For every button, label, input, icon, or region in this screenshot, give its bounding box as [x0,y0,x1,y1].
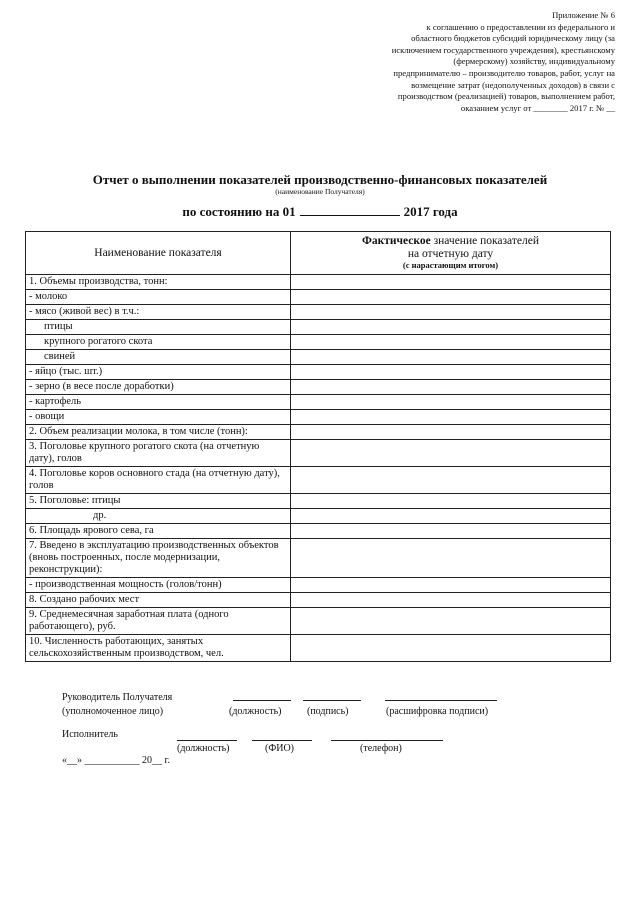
executor-label: Исполнитель [62,729,118,740]
table-row [26,578,611,593]
head-label: Руководитель Получателя [62,692,173,703]
row-label: крупного рогатого скота [26,335,291,350]
row-label: 4. Поголовье коров основного стада (на отчетную дату), голов [26,467,291,494]
table-row [26,395,611,410]
indicators-table [25,231,611,662]
table-row [26,593,611,608]
value-cell[interactable] [291,593,611,608]
fio-label: (ФИО) [265,743,295,754]
row-label: др. [26,509,291,524]
decode-blank-line[interactable] [385,700,497,701]
annex-header [345,10,615,114]
value-cell[interactable] [291,635,611,662]
date-blank-field[interactable] [300,204,400,216]
row-label: 9. Среднемесячная заработная плата (одного работающего), руб. [26,608,291,635]
signature-label: (подпись) [307,706,349,717]
value-cell[interactable] [291,494,611,509]
value-cell[interactable] [291,440,611,467]
report-title: Отчет о выполнении показателей производственно-финансовых показателей [92,172,548,187]
annex-line: производством (реализацией) товаров, выполнением работ, [397,91,615,102]
signature-blank-line[interactable] [303,700,361,701]
header-name: Наименование показателя [26,232,291,275]
row-label: 7. Введено в эксплуатацию производственных объектов (вновь построенных, после модернизации, реконструкции): [26,539,291,578]
value-cell[interactable] [291,335,611,350]
phone-blank-line[interactable] [331,740,443,741]
value-cell[interactable] [291,275,611,290]
position-blank-line[interactable] [233,700,291,701]
table-row [26,440,611,467]
state-suffix: 2017 года [403,204,458,219]
value-cell[interactable] [291,410,611,425]
row-label: 6. Площадь ярового сева, га [26,524,291,539]
position-label: (должность) [229,706,282,717]
table-row [26,305,611,320]
table-row [26,494,611,509]
annex-line: Приложение № 6 [552,10,615,20]
table-row [26,608,611,635]
table-row [26,539,611,578]
executor-position-label: (должность) [177,743,230,754]
value-cell[interactable] [291,509,611,524]
head-sub-label: (уполномоченное лицо) [62,706,164,717]
value-cell[interactable] [291,290,611,305]
annex-line: к соглашению о предоставлении из федерального и [426,21,615,32]
recipient-hint: (наименование Получателя) [275,187,365,196]
row-label: - яйцо (тыс. шт.) [26,365,291,380]
row-label: 3. Поголовье крупного рогатого скота (на отчетную дату), голов [26,440,291,467]
table-row [26,509,611,524]
row-label: 1. Объемы производства, тонн: [26,275,291,290]
header-value-bold: Фактическое [362,235,431,247]
table-row [26,524,611,539]
header-value [291,232,611,275]
row-label: - овощи [26,410,291,425]
table-row [26,410,611,425]
value-cell[interactable] [291,425,611,440]
value-cell[interactable] [291,608,611,635]
table-row [26,275,611,290]
row-label: 8. Создано рабочих мест [26,593,291,608]
row-label: 5. Поголовье: птицы [26,494,291,509]
fio-blank-line[interactable] [252,740,312,741]
table-row [26,365,611,380]
row-label: - молоко [26,290,291,305]
value-cell[interactable] [291,320,611,335]
phone-label: (телефон) [360,743,402,754]
state-prefix: по состоянию на 01 [182,204,296,219]
row-label: - зерно (в весе после доработки) [26,380,291,395]
row-label: - картофель [26,395,291,410]
executor-position-blank-line[interactable] [177,740,237,741]
table-row [26,467,611,494]
value-cell[interactable] [291,350,611,365]
annex-line: оказанием услуг от ________ 2017 г. № __ [460,102,615,113]
annex-line: исключением государственного учреждения), крестьянскому [391,44,615,55]
table-row [26,380,611,395]
row-label: - производственная мощность (голов/тонн) [26,578,291,593]
table-row [26,320,611,335]
row-label: птицы [26,320,291,335]
value-cell[interactable] [291,395,611,410]
annex-line: областного бюджетов субсидий юридическому лицу (за [411,33,615,44]
table-header-row [26,232,611,275]
annex-line: (фермерскому) хозяйству, индивидуальному [453,56,615,67]
value-cell[interactable] [291,380,611,395]
table-row [26,425,611,440]
table-row [26,290,611,305]
table-row [26,350,611,365]
value-cell[interactable] [291,524,611,539]
value-cell[interactable] [291,305,611,320]
table-row [26,335,611,350]
decode-label: (расшифровка подписи) [386,706,489,717]
annex-line: предпринимателю – производителю товаров, работ, услуг на [393,67,615,78]
value-cell[interactable] [291,578,611,593]
value-cell[interactable] [291,467,611,494]
row-label: - мясо (живой вес) в т.ч.: [26,305,291,320]
report-date-line [0,204,640,220]
annex-line: возмещение затрат (недополученных доходов) в связи с [411,79,615,90]
date-line: «__» ___________ 20__ г. [62,755,170,766]
header-value-line2: на отчетную дату [407,247,494,260]
row-label: 2. Объем реализации молока, в том числе (тонн): [26,425,291,440]
row-label: свиней [26,350,291,365]
header-value-note: (с нарастающим итогом) [402,260,499,270]
table-row [26,635,611,662]
value-cell[interactable] [291,365,611,380]
value-cell[interactable] [291,539,611,578]
header-value-rest: значение показателей [433,235,539,247]
row-label: 10. Численность работающих, занятых сельскохозяйственным производством, чел. [26,635,291,662]
